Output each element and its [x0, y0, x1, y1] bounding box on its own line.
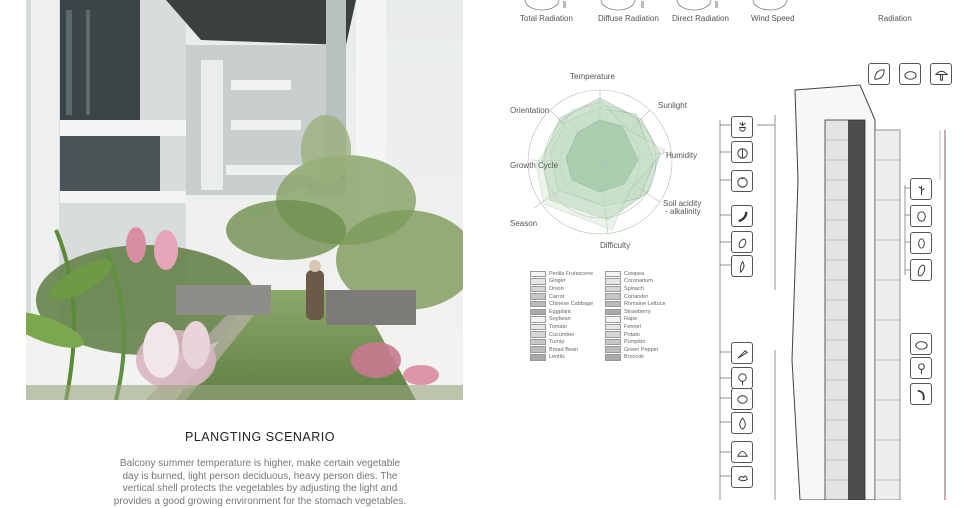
legend-label: Potato — [624, 332, 640, 338]
radar-axis-difficulty: Difficulty — [600, 241, 630, 250]
legend-label: Soybean — [549, 316, 571, 322]
legend-swatch — [530, 354, 546, 361]
legend-label: Turnip — [549, 339, 564, 345]
legend-label: Ginger — [549, 278, 566, 284]
legend-column-1 — [530, 270, 593, 361]
legend-item — [605, 293, 666, 301]
legend-label: Onion — [549, 286, 564, 292]
radar-axis-sunlight: Sunlight — [658, 101, 687, 110]
radar-axis-humidity: Humidity — [666, 151, 697, 160]
legend-item — [605, 285, 666, 293]
legend-swatch — [530, 293, 546, 300]
legend-swatch — [605, 293, 621, 300]
legend-label: Rape — [624, 316, 637, 322]
legend-column-2 — [605, 270, 666, 361]
legend-swatch — [605, 316, 621, 323]
legend-swatch — [605, 301, 621, 308]
legend-swatch — [530, 346, 546, 353]
chili-icon — [910, 383, 932, 405]
legend-item — [605, 338, 666, 346]
planting-scenario-rendering — [26, 0, 463, 400]
potato-icon — [731, 388, 753, 410]
legend-swatch — [530, 339, 546, 346]
legend-item — [530, 354, 593, 362]
legend-item — [605, 308, 666, 316]
label-total-radiation: Total Radiation — [520, 14, 573, 23]
radar-axis-growth-cycle: Growth Cycle — [510, 161, 558, 170]
carrot-icon — [731, 342, 753, 364]
legend-swatch — [605, 309, 621, 316]
legend-label: Broad Bean — [549, 347, 578, 353]
legend-label: Lentils — [549, 354, 565, 360]
mushroom-icon — [930, 63, 952, 85]
legend-swatch — [530, 309, 546, 316]
legend-item — [605, 278, 666, 286]
legend-item — [605, 316, 666, 324]
legend-item — [605, 346, 666, 354]
legend-item — [605, 300, 666, 308]
corn-icon — [910, 259, 932, 281]
ginger-icon — [731, 466, 753, 488]
pumpkin-icon — [910, 333, 932, 355]
legend-item — [530, 285, 593, 293]
radar-axis-soil-acidity: Soil acidity — [663, 199, 701, 208]
cucumber-icon — [731, 205, 753, 227]
onion-icon — [731, 412, 753, 434]
legend-swatch — [605, 346, 621, 353]
legend-label: Fennel — [624, 324, 641, 330]
legend-item — [530, 300, 593, 308]
legend-label: Pumpkin — [624, 339, 645, 345]
pepper-icon — [731, 255, 753, 277]
bean-icon — [910, 232, 932, 254]
legend-swatch — [530, 278, 546, 285]
legend-label: Green Pepper — [624, 347, 659, 353]
legend-label: Broccoli — [624, 354, 644, 360]
legend-label: Carrot — [549, 294, 564, 300]
description-line: Balcony summer temperature is higher, make certain vegetable — [80, 458, 440, 471]
legend-label: Tomato — [549, 324, 567, 330]
legend-label: Chinese Cabbage — [549, 301, 593, 307]
eggplant-icon — [731, 231, 753, 253]
radish-icon — [910, 357, 932, 379]
legend-label: Strawberry — [624, 309, 651, 315]
legend-label: Perilla Frutescens — [549, 271, 593, 277]
legend-item — [530, 270, 593, 278]
description-line: day is burned, light person deciduous, heavy person dies. The — [80, 471, 440, 484]
label-diffuse-radiation: Diffuse Radiation — [598, 14, 659, 23]
radar-axis-alkalinity: - alkalinity — [665, 207, 701, 216]
legend-label: Coronarium — [624, 278, 653, 284]
legend-swatch — [530, 271, 546, 278]
spinach-icon — [910, 205, 932, 227]
broccoli-icon — [731, 367, 753, 389]
legend-label: Cowpea — [624, 271, 644, 277]
legend-swatch — [605, 271, 621, 278]
pumpkin-icon — [899, 63, 921, 85]
legend-label: Coriander — [624, 294, 648, 300]
legend-swatch — [605, 278, 621, 285]
leaf-icon — [868, 63, 890, 85]
label-direct-radiation: Direct Radiation — [672, 14, 729, 23]
legend-item — [530, 338, 593, 346]
description-line: vertical shell protects the vegetables by adjusting the light and — [80, 483, 440, 496]
radar-axis-orientation: Orientation — [510, 106, 549, 115]
legend-item — [605, 354, 666, 362]
legend-label: Romaine Lettuce — [624, 301, 666, 307]
turnip-icon — [731, 116, 753, 138]
legend-label: Eggplant — [549, 309, 571, 315]
tomato-icon — [731, 170, 753, 192]
label-wind-speed: Wind Speed — [751, 14, 795, 23]
legend-swatch — [605, 331, 621, 338]
legend-item — [605, 323, 666, 331]
description-line: provides a good growing environment for the stomach vegetables. — [80, 496, 440, 508]
legend-swatch — [530, 316, 546, 323]
legend-swatch — [530, 324, 546, 331]
legend-swatch — [530, 286, 546, 293]
herb-icon — [910, 178, 932, 200]
legend-item — [605, 331, 666, 339]
legend-label: Spinach — [624, 286, 644, 292]
legend-item — [530, 308, 593, 316]
lettuce-icon — [731, 441, 753, 463]
legend-swatch — [605, 339, 621, 346]
legend-swatch — [530, 331, 546, 338]
legend-swatch — [530, 301, 546, 308]
legend-label: Cucumber — [549, 332, 574, 338]
legend-item — [530, 316, 593, 324]
radar-axis-season: Season — [510, 219, 537, 228]
legend-item — [605, 270, 666, 278]
legend-swatch — [605, 354, 621, 361]
legend-swatch — [605, 286, 621, 293]
cabbage-icon — [731, 141, 753, 163]
scenario-description — [80, 458, 440, 508]
legend-item — [530, 278, 593, 286]
label-radiation: Radiation — [878, 14, 912, 23]
radiation-mini-charts — [515, 0, 795, 12]
legend-item — [530, 346, 593, 354]
legend-item — [530, 323, 593, 331]
legend-item — [530, 331, 593, 339]
radar-axis-temperature: Temperature — [570, 72, 615, 81]
legend-item — [530, 293, 593, 301]
scenario-title: PLANGTING SCENARIO — [90, 430, 430, 444]
legend-swatch — [605, 324, 621, 331]
